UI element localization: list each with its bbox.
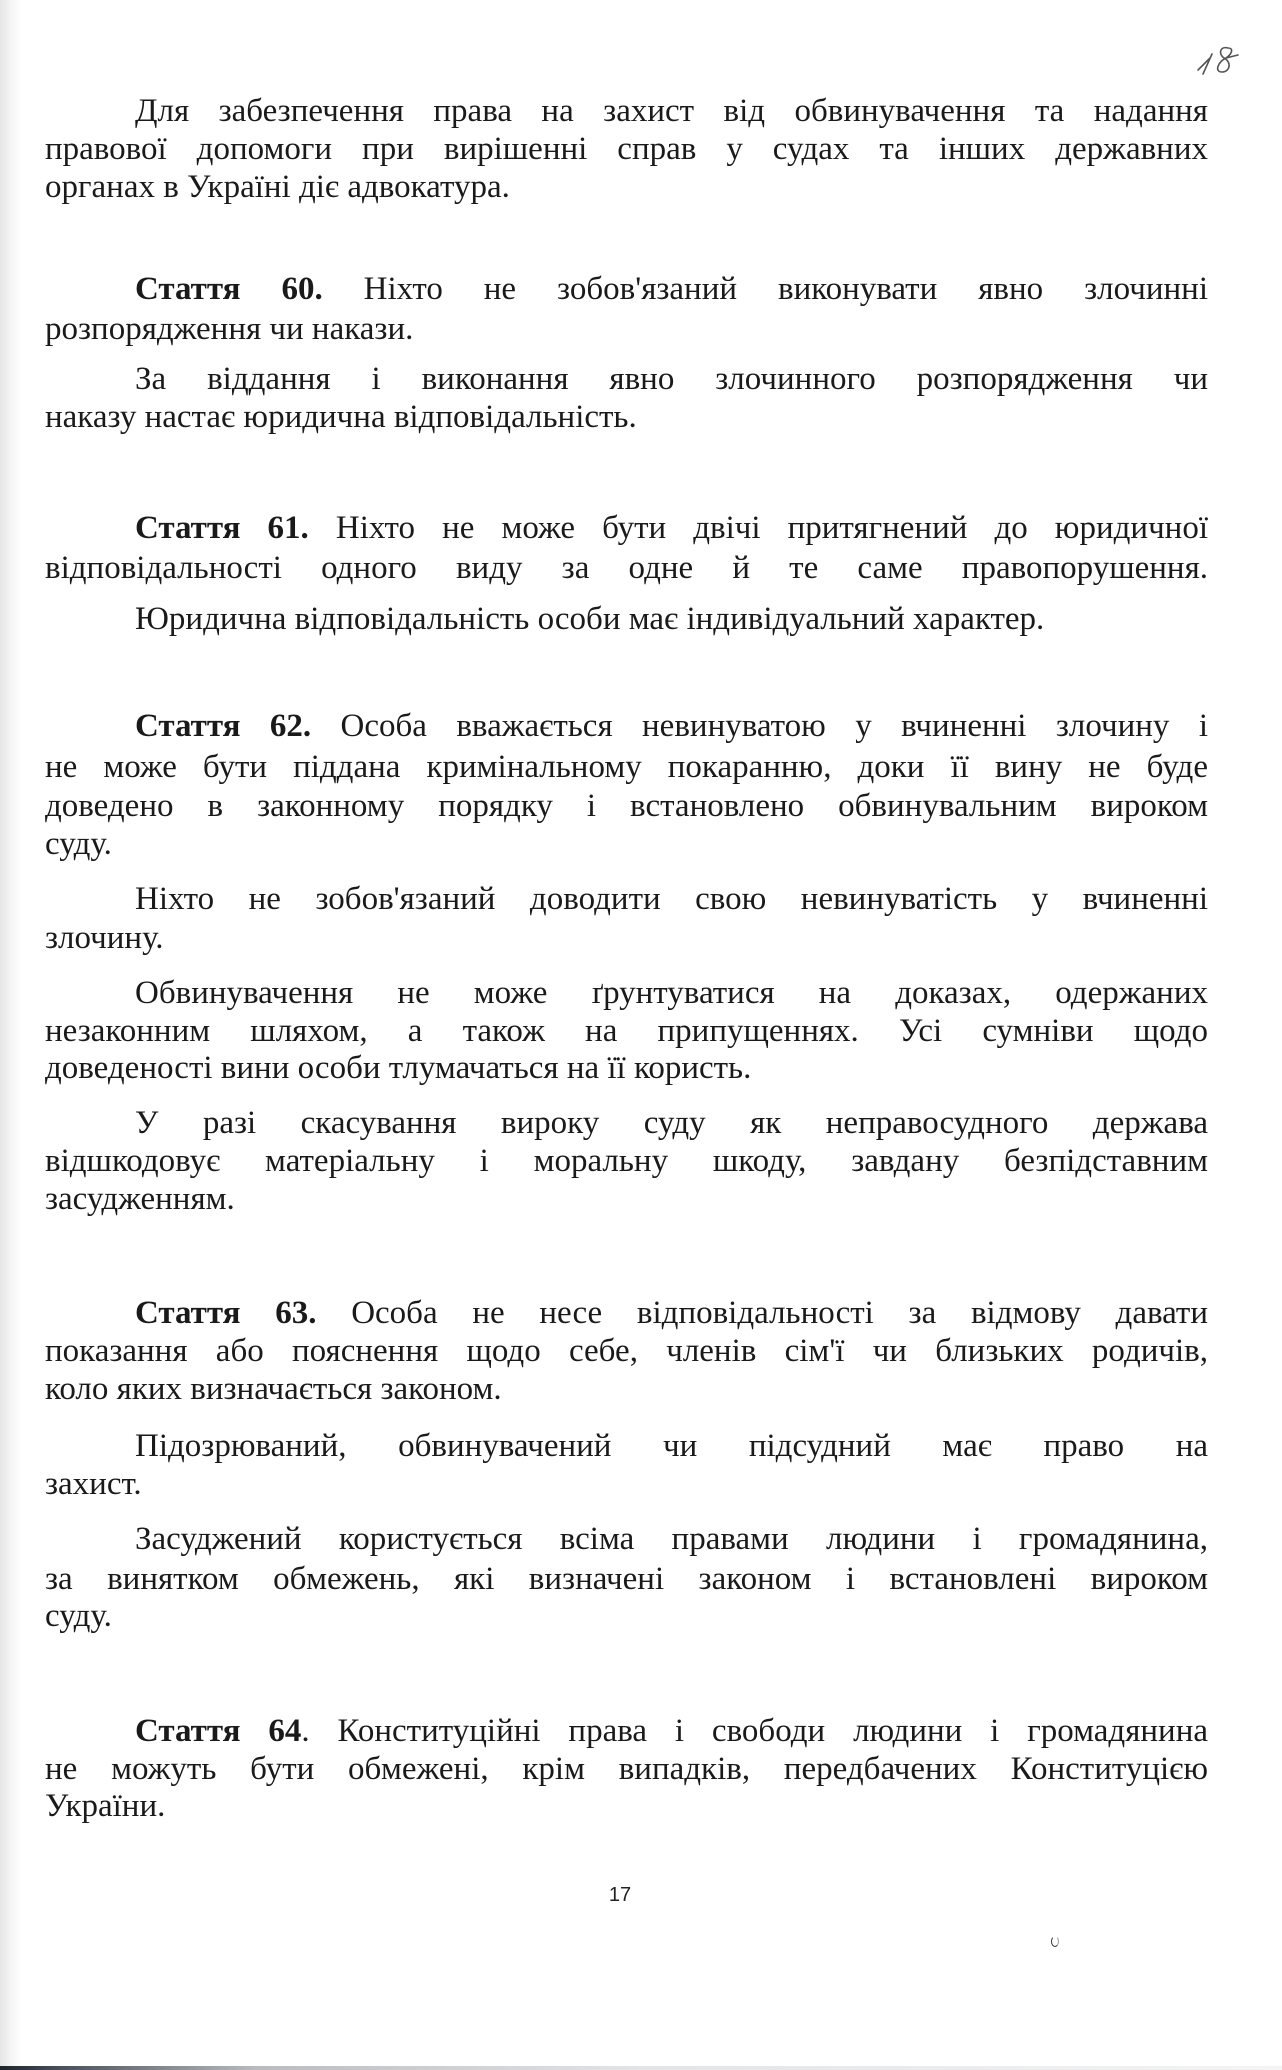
text-line: Для забезпечення права на захист від обвинувачення та надання	[135, 93, 1208, 129]
article-heading: Стаття 60.	[135, 271, 323, 307]
text-line: правової допомоги при вирішенні справ у судах та інших державних	[45, 131, 1208, 167]
text-line: Юридична відповідальність особи має індивідуальний характер.	[135, 601, 1045, 637]
text-line: доведеності вини особи тлумачаться на її користь.	[45, 1050, 752, 1086]
text-line: не можуть бути обмежені, крім випадків, передбачених Конституцією	[45, 1751, 1208, 1787]
heading-period: .	[301, 1713, 310, 1749]
text-line: захист.	[45, 1466, 142, 1502]
text-line: Ніхто не зобов'язаний виконувати явно злочинні	[322, 271, 1208, 307]
text-line: Ніхто не зобов'язаний доводити свою невинуватість у вчиненні	[135, 881, 1208, 917]
text-line: суду.	[45, 1598, 112, 1634]
scan-left-edge-shadow	[0, 0, 22, 2070]
article-heading: Стаття 64	[135, 1713, 302, 1749]
text-line: незаконним шляхом, а також на припущеннях. Усі сумніви щодо	[45, 1013, 1208, 1049]
article-heading: Стаття 61.	[135, 510, 309, 546]
scan-bottom-edge	[0, 2066, 1282, 2070]
text-line: засудженням.	[45, 1181, 235, 1217]
article-62-first-line	[135, 707, 1208, 745]
text-line: злочину.	[45, 920, 164, 956]
text-line: за винятком обмежень, які визначені законом і встановлені вироком	[45, 1561, 1208, 1597]
text-line: коло яких визначається законом.	[45, 1371, 502, 1407]
text-line: Особа не несе відповідальності за відмову давати	[316, 1295, 1208, 1331]
svg-text:18: 18	[1192, 40, 1193, 41]
text-line: Підозрюваний, обвинувачений чи підсудний має право на	[135, 1428, 1208, 1464]
text-line: показання або пояснення щодо себе, членів сім'ї чи близьких родичів,	[45, 1333, 1208, 1369]
text-line: наказу настає юридична відповідальність.	[45, 399, 637, 435]
text-line: Ніхто не може бути двічі притягнений до юридичної	[308, 510, 1208, 546]
text-line: суду.	[45, 826, 112, 862]
article-64-first-line	[135, 1712, 1208, 1750]
text-line: Засуджений користується всіма правами людини і громадянина,	[135, 1521, 1208, 1557]
text-line: У разі скасування вироку суду як неправосудного держава	[135, 1105, 1208, 1141]
article-heading: Стаття 63.	[135, 1295, 317, 1331]
handwritten-page-number	[1192, 40, 1242, 80]
text-line: не може бути піддана кримінальному покаранню, доки її вину не буде	[45, 749, 1208, 785]
article-heading: Стаття 62.	[135, 708, 312, 744]
article-60-first-line	[135, 270, 1208, 308]
text-line: розпорядження чи накази.	[45, 311, 414, 347]
article-63-first-line	[135, 1294, 1208, 1332]
text-line: За віддання і виконання явно злочинного розпорядження чи	[135, 361, 1208, 397]
text-line: Конституційні права і свободи людини і громадянина	[309, 1713, 1209, 1749]
text-line: Обвинувачення не може ґрунтуватися на доказах, одержаних	[135, 975, 1208, 1011]
page-number: 17	[608, 1884, 632, 1906]
text-line: відповідальності одного виду за одне й те саме правопорушення.	[45, 550, 1208, 586]
text-line: доведено в законному порядку і встановлено обвинувальним вироком	[45, 788, 1208, 824]
text-line: відшкодовує матеріальну і моральну шкоду, завдану безпідставним	[45, 1143, 1208, 1179]
text-line: Особа вважається невинуватою у вчиненні злочину і	[311, 708, 1208, 744]
text-line: органах в Україні діє адвокатура.	[45, 169, 510, 205]
scan-speck-mark	[1051, 1936, 1059, 1947]
article-61-first-line	[135, 509, 1208, 547]
text-line: України.	[45, 1788, 166, 1824]
